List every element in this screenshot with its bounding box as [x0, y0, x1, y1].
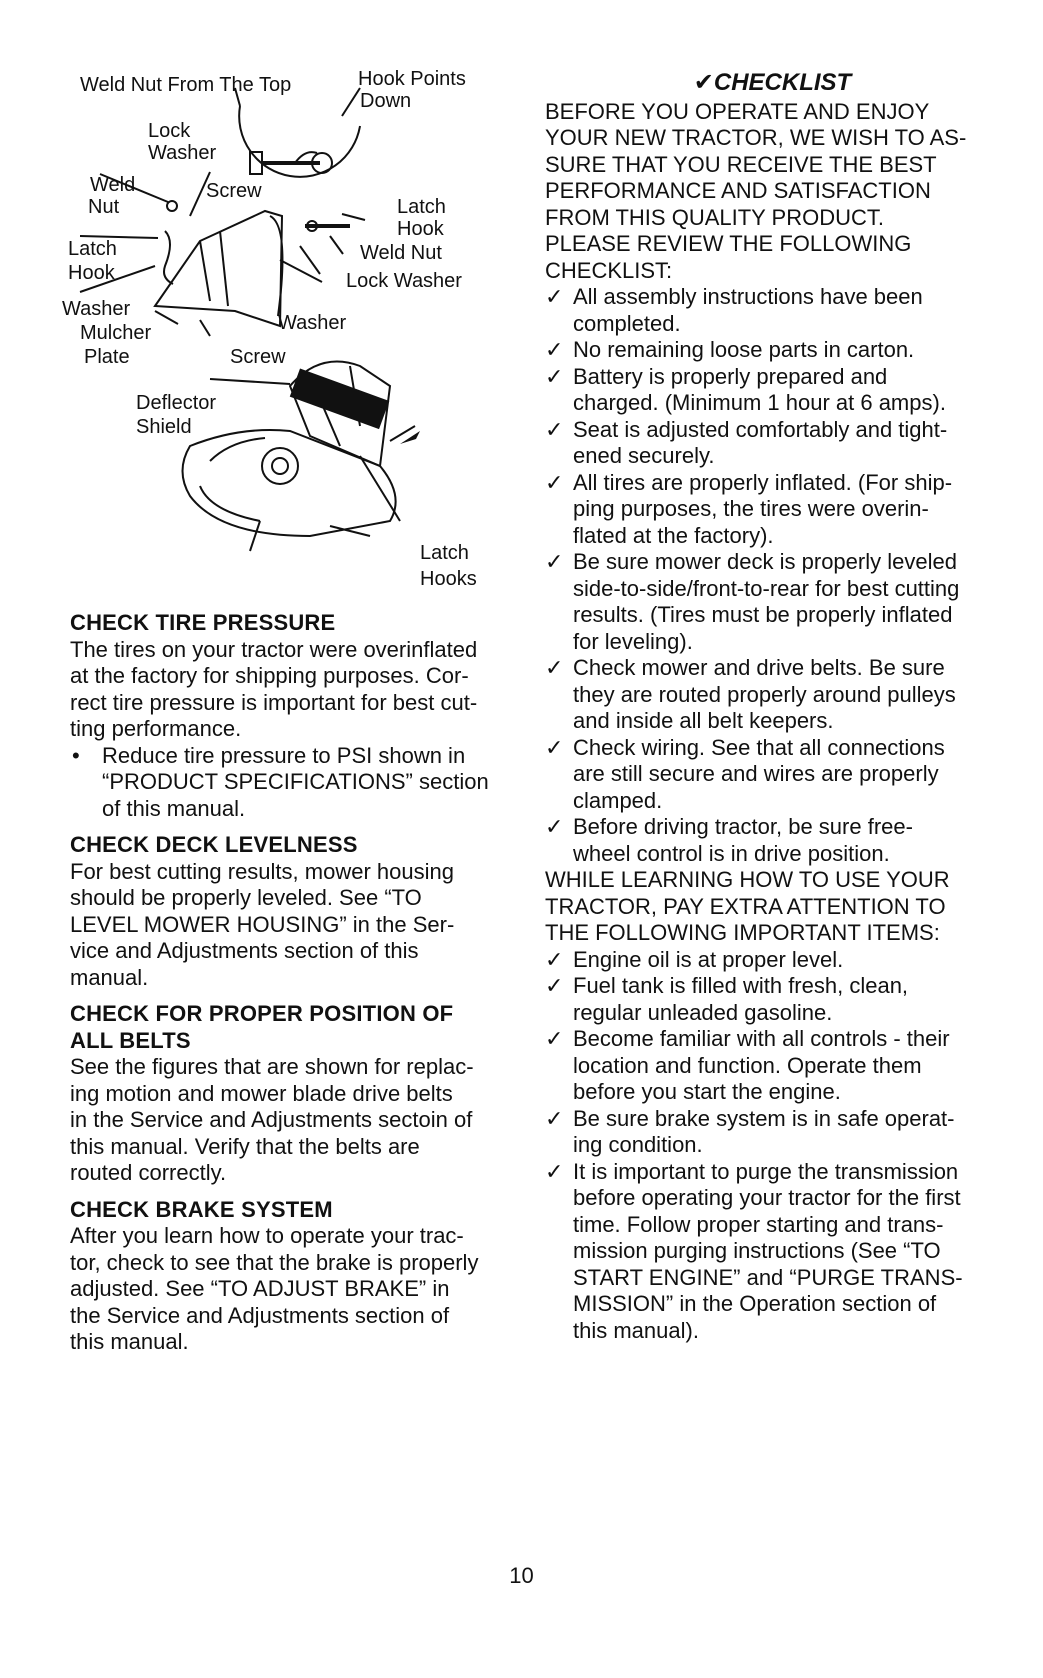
label-washer-mid: Washer	[278, 312, 347, 334]
text-line: the Service and Adjustments section of	[70, 1302, 450, 1328]
label-latch-hooks-2: Hooks	[420, 568, 477, 590]
label-lock: Lock	[148, 120, 191, 142]
checklist-item-text: ping purposes, the tires were overin-	[573, 496, 929, 521]
left-column	[70, 610, 530, 1366]
check-mark-icon: ✓	[545, 946, 564, 972]
checklist-item-text: and inside all belt keepers.	[573, 708, 834, 733]
heading-belts-1: CHECK FOR PROPER POSITION OF	[70, 1001, 454, 1026]
check-mark-icon: ✓	[545, 655, 564, 680]
checklist-item-text: MISSION” in the Operation section of	[573, 1291, 937, 1316]
right-column	[545, 70, 1000, 1344]
checklist-item-text: completed.	[573, 310, 681, 336]
text-line: BEFORE YOU OPERATE AND ENJOY	[545, 98, 930, 124]
heading-deck-levelness: CHECK DECK LEVELNESS	[70, 832, 358, 857]
section-deck-levelness	[70, 832, 530, 991]
label-weld-nut-right: Weld Nut	[360, 242, 442, 264]
checklist-item-text: It is important to purge the transmission	[573, 1158, 959, 1184]
check-mark-icon: ✓	[545, 973, 564, 998]
label-weld-nut-from-top: Weld Nut From The Top	[80, 74, 292, 96]
label-weld: Weld	[90, 174, 136, 196]
label-plate: Plate	[84, 346, 130, 368]
checklist-item-text: ened securely.	[573, 443, 715, 468]
text-line: at the factory for shipping purposes. Cor-	[70, 663, 469, 688]
checklist-item-text: Seat is adjusted comfortably and tight-	[573, 416, 948, 442]
text-line: vice and Adjustments section of this	[70, 938, 419, 963]
text-line: PERFORMANCE AND SATISFACTION	[545, 178, 931, 203]
label-latch-left: Latch	[68, 238, 117, 260]
text-line: FROM THIS QUALITY PRODUCT.	[545, 204, 885, 230]
check-mark-icon: ✓	[545, 1105, 564, 1131]
checklist-item-text: START ENGINE” and “PURGE TRANS-	[573, 1264, 963, 1290]
label-hook-left: Hook	[68, 262, 115, 284]
checklist-item	[545, 1026, 1000, 1106]
label-washer-left: Washer	[62, 298, 131, 320]
checklist-item-text: are still secure and wires are properly	[573, 761, 939, 786]
checklist-item-text: this manual).	[573, 1317, 699, 1343]
label-screw-top: Screw	[206, 180, 262, 202]
page-number: 10	[509, 1563, 534, 1588]
checklist-item-text: Fuel tank is filled with fresh, clean,	[573, 973, 909, 998]
check-mark-icon: ✓	[545, 1026, 564, 1051]
label-nut: Nut	[88, 196, 120, 218]
label-hook-points: Hook Points	[358, 68, 466, 90]
text-line: in the Service and Adjustments sectoin of	[70, 1107, 473, 1132]
text-line: tor, check to see that the brake is properly	[70, 1249, 479, 1275]
check-mark-icon: ✓	[545, 814, 564, 839]
checklist-item-text: Be sure brake system is in safe operat-	[573, 1105, 955, 1131]
checklist-item-text: mission purging instructions (See “TO	[573, 1238, 941, 1263]
checklist-heading: ✔CHECKLIST	[693, 69, 852, 96]
checklist-item	[545, 655, 1000, 735]
checklist-before-operating	[545, 284, 1000, 867]
label-shield: Shield	[136, 416, 192, 438]
checklist-item-text: side-to-side/front-to-rear for best cutting	[573, 575, 960, 601]
section-tire-pressure	[70, 610, 530, 822]
text-line: TRACTOR, PAY EXTRA ATTENTION TO	[545, 893, 946, 919]
check-mark-icon: ✓	[545, 549, 564, 574]
text-line: CHECKLIST:	[545, 257, 673, 283]
text-line: adjusted. See “TO ADJUST BRAKE” in	[70, 1276, 450, 1301]
text-line: See the figures that are shown for replac-	[70, 1054, 474, 1079]
check-mark-icon: ✓	[545, 363, 564, 389]
text-line: PLEASE REVIEW THE FOLLOWING	[545, 231, 912, 256]
checklist-item	[545, 337, 1000, 364]
text-line: YOUR NEW TRACTOR, WE WISH TO AS-	[545, 125, 967, 150]
mulcher-assembly-figure	[60, 66, 530, 616]
text-line: ting performance.	[70, 716, 242, 741]
checklist-item	[545, 973, 1000, 1026]
label-mulcher: Mulcher	[80, 322, 152, 344]
checklist-item-text: charged. (Minimum 1 hour at 6 amps).	[573, 390, 946, 415]
checklist-item	[545, 417, 1000, 470]
checklist-item-text: All assembly instructions have been	[573, 284, 923, 309]
text-line: “PRODUCT SPECIFICATIONS” section	[102, 769, 489, 794]
checklist-item-text: Check wiring. See that all connections	[573, 734, 945, 760]
checklist-item-text: time. Follow proper starting and trans-	[573, 1211, 944, 1237]
checklist-intro	[545, 99, 1000, 285]
text-line: The tires on your tractor were overinflated	[70, 636, 478, 662]
label-latch-right: Latch	[397, 196, 446, 218]
checklist-item-text: for leveling).	[573, 628, 693, 654]
text-line: of this manual.	[102, 795, 246, 821]
checklist-item-text: before you start the engine.	[573, 1079, 841, 1104]
text-line: rect tire pressure is important for best cut-	[70, 689, 478, 715]
checklist-item-text: clamped.	[573, 787, 663, 813]
checklist-item-text: Battery is properly prepared and	[573, 363, 888, 389]
checklist-item-text: flated at the factory).	[573, 522, 774, 548]
text-line: WHILE LEARNING HOW TO USE YOUR	[545, 867, 950, 892]
checklist-item	[545, 947, 1000, 974]
heading-tire-pressure: CHECK TIRE PRESSURE	[70, 610, 336, 635]
label-washer-top: Washer	[148, 142, 217, 164]
checklist-while-learning	[545, 947, 1000, 1345]
text-line: THE FOLLOWING IMPORTANT ITEMS:	[545, 920, 940, 945]
checklist-item-text: results. (Tires must be properly inflated	[573, 602, 953, 627]
checklist-item-text: Be sure mower deck is properly leveled	[573, 549, 957, 574]
text-line: routed correctly.	[70, 1160, 227, 1185]
checklist-item-text: wheel control is in drive position.	[573, 840, 890, 866]
checklist-item	[545, 1106, 1000, 1159]
checklist-item	[545, 1159, 1000, 1345]
heading-brake: CHECK BRAKE SYSTEM	[70, 1196, 333, 1222]
label-down: Down	[360, 90, 412, 112]
checklist-item-text: ing condition.	[573, 1132, 703, 1157]
checklist-item-text: Check mower and drive belts. Be sure	[573, 655, 945, 680]
text-line: should be properly leveled. See “TO	[70, 885, 422, 910]
checklist-item	[545, 814, 1000, 867]
check-mark-icon: ✓	[545, 1158, 564, 1184]
label-hook-right: Hook	[397, 218, 444, 240]
section-brake	[70, 1197, 530, 1356]
checklist-item-text: Engine oil is at proper level.	[573, 946, 844, 972]
check-mark-icon: ✓	[545, 734, 564, 760]
text-line: LEVEL MOWER HOUSING” in the Ser-	[70, 911, 455, 937]
text-line: SURE THAT YOU RECEIVE THE BEST	[545, 151, 937, 177]
text-line: this manual. Verify that the belts are	[70, 1133, 420, 1159]
checklist-item-text: location and function. Operate them	[573, 1052, 922, 1078]
check-mark-icon: ✓	[545, 469, 564, 495]
checklist-intro-2	[545, 867, 1000, 947]
checklist-item-text: Become familiar with all controls - their	[573, 1026, 950, 1051]
check-mark-icon: ✓	[545, 337, 564, 362]
label-latch-hooks-1: Latch	[420, 542, 469, 564]
bullet-item	[70, 743, 530, 823]
checklist-item-text: they are routed properly around pulleys	[573, 681, 956, 707]
label-screw-bottom: Screw	[230, 346, 286, 368]
label-lock-washer-right: Lock Washer	[346, 270, 462, 292]
text-line: this manual.	[70, 1329, 189, 1354]
checklist-item	[545, 549, 1000, 655]
checklist-item	[545, 284, 1000, 337]
checklist-item	[545, 364, 1000, 417]
check-mark-icon: ✓	[545, 284, 564, 309]
text-line: Reduce tire pressure to PSI shown in	[102, 742, 466, 768]
text-line: For best cutting results, mower housing	[70, 858, 454, 884]
section-belts	[70, 1001, 530, 1187]
checklist-item-text: before operating your tractor for the first	[573, 1185, 961, 1210]
text-line: After you learn how to operate your trac-	[70, 1223, 464, 1248]
heading-belts-2: ALL BELTS	[70, 1027, 191, 1053]
check-mark-icon: ✓	[545, 416, 564, 442]
checklist-item-text: No remaining loose parts in carton.	[573, 337, 915, 362]
bullet-icon: •	[72, 742, 80, 768]
checklist-item	[545, 735, 1000, 815]
label-deflector: Deflector	[136, 392, 217, 414]
checklist-item-text: regular unleaded gasoline.	[573, 999, 833, 1025]
checklist-item-text: All tires are properly inflated. (For ship-	[573, 469, 953, 495]
checklist-item	[545, 470, 1000, 550]
text-line: manual.	[70, 964, 149, 990]
checklist-item-text: Before driving tractor, be sure free-	[573, 814, 913, 839]
text-line: ing motion and mower blade drive belts	[70, 1080, 453, 1106]
